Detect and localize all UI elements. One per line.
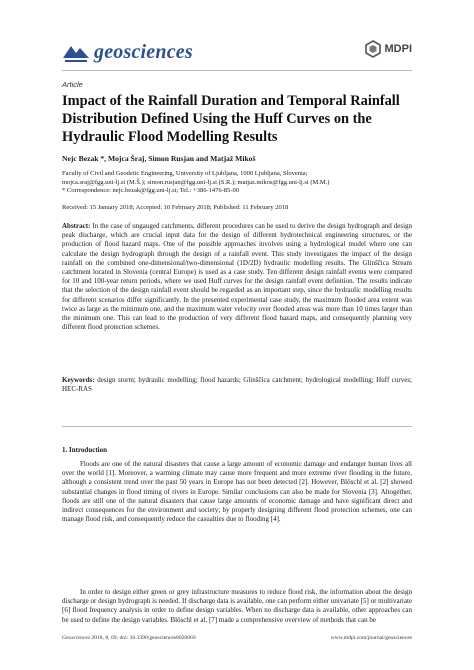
affiliations — [62, 170, 422, 196]
page-footer — [62, 635, 412, 641]
header-rule — [62, 70, 412, 71]
article-type: Article — [62, 80, 83, 89]
publisher-name: MDPI — [384, 43, 412, 55]
geosciences-logo-icon — [62, 40, 90, 64]
abstract — [62, 222, 412, 332]
journal-name: geosciences — [94, 40, 193, 63]
abstract-text: In the case of ungauged catchments, different procedures can be used to derive the design hydrograph and design peak discharge, which are crucial input data for the design of different hydrotechnical engineering structures, or the production of flood hazard maps. One of the possible approaches involves using a hydrological model where one can calculate the design hydrograph through the design of a rainfall event. This study investigates the impact of the design rainfall on the combined one-dimensional/two-dimensional (1D/2D) hydraulic modelling results. The Glinščica Stream catchment located in Slovenia (central Europe) is used as a case study. Ten different design rainfall events were compared for 10 and 100-year return periods, where we used Huff curves for the design rainfall event definition. The results indicate that the selection of the design rainfall event should be regarded as an important step, since the hydraulic modelling results for different scenarios differ significantly. In the presented experimental case study, the maximum flooded area extent was twice as large as the minimum one, and the maximum water velocity over flooded areas was more than 10 times larger than the minimum one. This can lead to the production of very different flood hazard maps, and consequently planning very different flood protection schemes. — [62, 222, 413, 332]
intro-paragraph-2: In order to design either green or grey infrastructure measures to reduce flood risk, the information about the design discharge or design hydrograph is needed. If discharge data is available, one can perform either univariate [5] or multivariate [6] flood frequency analysis in order to define design variables. When no discharge data is available, other approaches can be used to define the design variables. Blöschl et al. [7] made a comprehensive overview of methods that can be — [62, 588, 412, 624]
affiliation-emails: mojca.sraj@fgg.uni-lj.si (M.Š.); simon.rusjan@fgg.uni-lj.si (S.R.); matjaz.mikos@fgg.uni-lj.si (M.M.) — [62, 178, 330, 186]
publication-dates: Received: 15 January 2018; Accepted: 10 February 2018; Published: 11 February 2018 — [62, 204, 289, 211]
footer-journal: Geosciences — [62, 635, 90, 641]
affiliation-line: Faculty of Civil and Geodetic Engineering, University of Ljubljana, 1000 Ljubljana, Slovenia; — [62, 170, 308, 177]
footer-url[interactable]: www.mdpi.com/journal/geosciences — [330, 635, 412, 641]
journal-logo[interactable] — [62, 40, 193, 64]
author-list: Nejc Bezak *, Mojca Šraj, Simon Rusjan and Matjaž Mikoš — [62, 154, 256, 163]
footer-doi: 2018, 8, 69; doi: 10.3390/geosciences8020069 — [91, 635, 196, 641]
keywords — [62, 376, 412, 394]
correspondence-line: * Correspondence: nejc.bezak@fgg.uni-lj.si; Tel.: +386-1476-85-00 — [62, 187, 239, 195]
footer-citation — [62, 635, 196, 641]
publisher-logo[interactable] — [364, 40, 413, 58]
abstract-label: Abstract: — [62, 222, 91, 230]
mdpi-logo-icon — [364, 40, 382, 58]
section-rule — [62, 426, 412, 427]
intro-paragraph-1: Floods are one of the natural disasters that cause a large amount of economic damage and endanger human lives all over the world [1]. Moreover, a warming climate may cause more frequent and more extreme river flooding in the future, although a consistent trend over the past 50 years in Europe has not been detected [2]. However, Blöschl et al. [2] showed substantial changes in flood timing of rivers in Europe. Similar conclusions can also be made for Slovenia [3]. Altogether, floods are still one of the natural disasters that cause large amounts of economic damage and have significant direct and indirect consequences for the environment and society; by properly designing different flood protection schemes, one can manage flood risk, and consequently reduce the casualties due to flooding [4]. — [62, 460, 412, 524]
keywords-label: Keywords: — [62, 376, 95, 384]
section-heading: 1. Introduction — [62, 446, 107, 454]
article-title: Impact of the Rainfall Duration and Temporal Rainfall Distribution Defined Using the Huff Curves on the Hydraulic Flood Modelling Results — [62, 93, 400, 145]
keywords-text: design storm; hydraulic modelling; flood hazards; Glinščica catchment; hydrological modelling; Huff curves; HEC-RAS — [62, 376, 413, 394]
